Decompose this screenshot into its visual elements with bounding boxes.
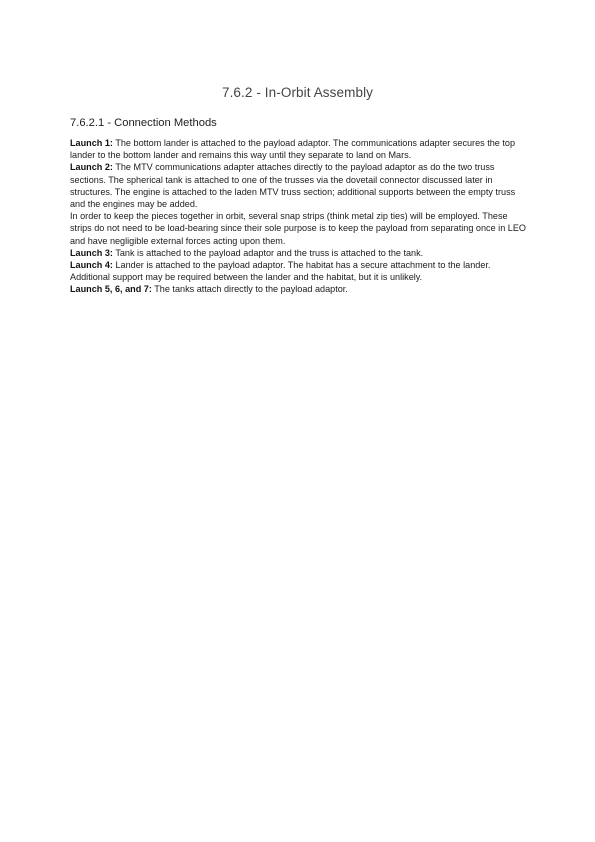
paragraph-launch-5-6-7 bbox=[70, 283, 526, 295]
paragraph-lead: Launch 4: bbox=[70, 260, 113, 271]
paragraph-text: Lander is attached to the payload adaptor. The habitat has a secure attachment to the lander. Additional support may be required between the lander and the habitat, but it is unlikely. bbox=[70, 260, 491, 283]
body-text bbox=[70, 137, 526, 296]
subsection-title: 7.6.2.1 - Connection Methods bbox=[70, 117, 217, 129]
paragraph-text: The MTV communications adapter attaches directly to the payload adaptor as do the two truss sections. The spherical tank is attached to one of the trusses via the dovetail connector discussed later in structures. The engine is attached to the laden MTV truss section; additional supports between the empty truss and the engines may be added. bbox=[70, 162, 516, 210]
paragraph-lead: Launch 3: bbox=[70, 247, 113, 258]
paragraph-lead: Launch 2: bbox=[70, 162, 113, 173]
paragraph-snap-strips bbox=[70, 210, 526, 247]
paragraph-launch-4 bbox=[70, 259, 526, 283]
section-title: 7.6.2 - In-Orbit Assembly bbox=[221, 85, 374, 100]
paragraph-lead: Launch 1: bbox=[70, 138, 113, 148]
paragraph-launch-1 bbox=[70, 137, 526, 161]
paragraph-text: In order to keep the pieces together in orbit, several snap strips (think metal zip ties) will be employed. These strips do not need to be load-bearing since their sole purpose is to keep the payload from separating once in LEO and have negligible external forces acting upon them. bbox=[70, 211, 526, 246]
paragraph-text: Tank is attached to the payload adaptor and the truss is attached to the tank. bbox=[112, 247, 424, 258]
paragraph-lead: Launch 5, 6, and 7: bbox=[70, 284, 152, 295]
paragraph-launch-3 bbox=[70, 247, 526, 259]
paragraph-launch-2 bbox=[70, 161, 526, 210]
paragraph-text: The bottom lander is attached to the payload adaptor. The communications adapter secures the top lander to the bottom lander and remains this way until they separate to land on Mars. bbox=[70, 138, 516, 161]
paragraph-text: The tanks attach directly to the payload adaptor. bbox=[151, 284, 348, 295]
